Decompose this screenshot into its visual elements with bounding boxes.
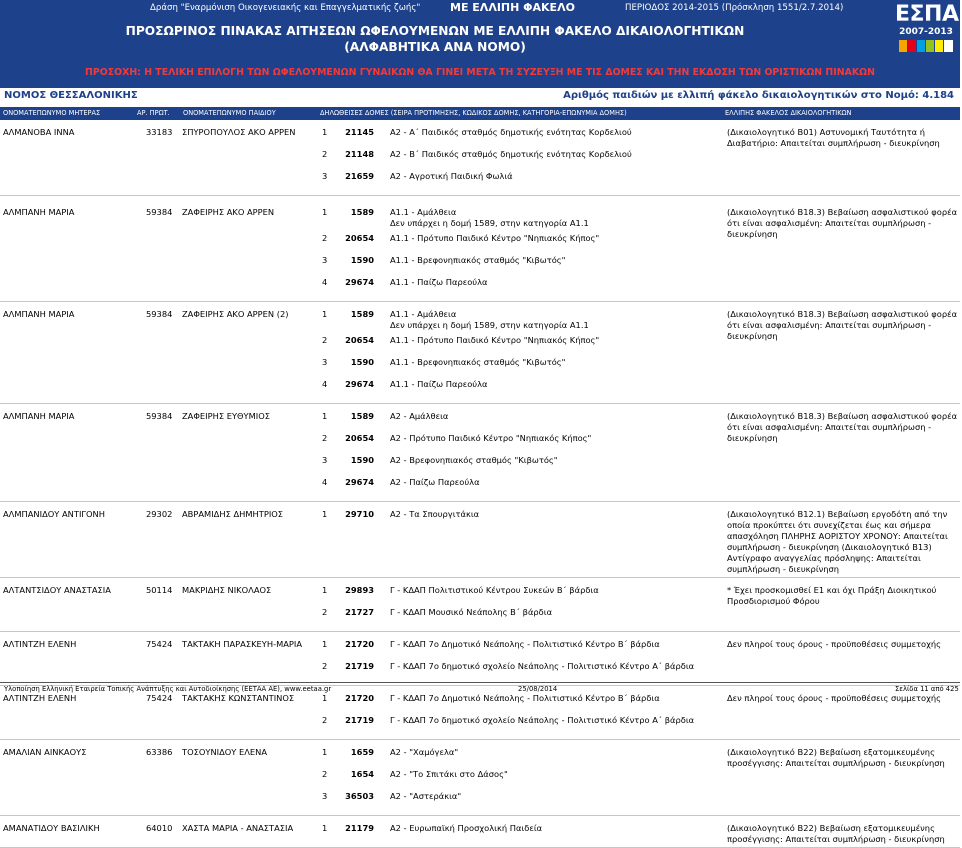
preference-rank: 1 [322, 309, 328, 319]
structure-code: 20654 [345, 433, 374, 443]
structure-code: 21659 [345, 171, 374, 181]
structure-code: 29710 [345, 509, 374, 519]
mother-name: ΑΛΜΠΑΝΗ ΜΑΡΙΑ [3, 309, 75, 319]
column-structures: ΔΗΛΩΘΕΙΣΕΣ ΔΟΜΕΣ (ΣΕΙΡΑ ΠΡΟΤΙΜΗΣΗΣ, ΚΩΔΙΚΟΣ ΔΟΜΗΣ, ΚΑΤΗΓΟΡΙΑ-ΕΠΩΝΥΜΙΑ ΔΟΜΗΣ) [320, 109, 627, 117]
preference-rank: 4 [322, 277, 328, 287]
region-bar [0, 88, 960, 105]
structure-name: Γ - ΚΔΑΠ Πολιτιστικού Κέντρου Συκεών Β΄ βάρδια [390, 585, 599, 595]
column-missing-documents: ΕΛΛΙΠΗΣ ΦΑΚΕΛΟΣ ΔΙΚΑΙΟΛΟΓΗΤΙΚΩΝ [725, 109, 852, 117]
protocol-number: 59384 [146, 411, 173, 421]
row-divider [0, 301, 960, 302]
row-divider [0, 631, 960, 632]
preference-rank: 2 [322, 607, 328, 617]
structure-name: Α1.1 - Πρότυπο Παιδικό Κέντρο "Νηπιακός Κήπος" [390, 335, 600, 345]
row-divider [0, 403, 960, 404]
structure-name: Α2 - Ευρωπαϊκή Προσχολική Παιδεία [390, 823, 543, 833]
child-name: ΖΑΦΕΙΡΗΣ ΑΚΟ ΑΡΡΕΝ (2) [182, 309, 289, 319]
preference-rank: 1 [322, 693, 328, 703]
structure-code: 1590 [350, 255, 374, 265]
row-divider [0, 815, 960, 816]
structure-code: 21719 [345, 715, 374, 725]
protocol-number: 75424 [146, 639, 173, 649]
structure-name: Α2 - Αμάλθεια [390, 411, 449, 421]
child-name: ΣΠΥΡΟΠΟΥΛΟΣ ΑΚΟ ΑΡΡΕΝ [182, 127, 296, 137]
page-subtitle: (ΑΛΦΑΒΗΤΙΚΑ ΑΝΑ ΝΟΜΟ) [344, 40, 526, 54]
row-divider [0, 195, 960, 196]
structure-code: 21179 [345, 823, 374, 833]
region-name: ΝΟΜΟΣ ΘΕΣΣΑΛΟΝΙΚΗΣ [4, 90, 138, 101]
structure-name: Γ - ΚΔΑΠ 7ο δημοτικό σχολείο Νεάπολης - Πολιτιστικό Κέντρο Α΄ βάρδια [390, 715, 695, 725]
missing-documents-note: (Δικαιολογητικό Β18.3) Βεβαίωση ασφαλιστικού φορέα ότι είναι ασφαλισμένη: Απαιτείται συμπλήρωση - διευκρίνηση [727, 411, 958, 443]
espa-stripes-icon [899, 40, 953, 52]
row-divider [0, 577, 960, 578]
structure-code: 21719 [345, 661, 374, 671]
child-name: ΖΑΦΕΙΡΗΣ ΕΥΘΥΜΙΟΣ [182, 411, 270, 421]
column-child: ΟΝΟΜΑΤΕΠΩΝΥΜΟ ΠΑΙΔΙΟΥ [183, 109, 276, 117]
missing-documents-note: (Δικαιολογητικό Β18.3) Βεβαίωση ασφαλιστικού φορέα ότι είναι ασφαλισμένη: Απαιτείται συμπλήρωση - διευκρίνηση [727, 207, 958, 239]
structure-name: Α2 - "Χαμόγελα" [390, 747, 459, 757]
preference-rank: 4 [322, 477, 328, 487]
missing-documents-note: Δεν πληροί τους όρους - προϋποθέσεις συμμετοχής [727, 639, 942, 649]
preference-rank: 2 [322, 715, 328, 725]
mother-name: ΑΛΤΙΝΤΖΗ ΕΛΕΝΗ [3, 639, 77, 649]
footer-divider [0, 682, 960, 683]
preference-rank: 2 [322, 233, 328, 243]
preference-rank: 1 [322, 585, 328, 595]
structure-name: Δεν υπάρχει η δομή 1589, στην κατηγορία Α1.1 [390, 218, 589, 228]
mother-name: ΑΛΜΠΑΝΙΔΟΥ ΑΝΤΙΓΟΝΗ [3, 509, 105, 519]
structure-code: 29674 [345, 379, 374, 389]
structure-code: 20654 [345, 233, 374, 243]
structure-name: Γ - ΚΔΑΠ 7ο δημοτικό σχολείο Νεάπολης - Πολιτιστικό Κέντρο Α΄ βάρδια [390, 661, 695, 671]
preference-rank: 2 [322, 769, 328, 779]
child-name: ΤΑΚΤΑΚΗΣ ΚΩΝΣΤΑΝΤΙΝΟΣ [182, 693, 295, 703]
preference-rank: 2 [322, 433, 328, 443]
mother-name: ΑΛΜΑΝΟΒΑ ΙΝΝΑ [3, 127, 75, 137]
missing-documents-note: (Δικαιολογητικό Β01) Αστυνομική Ταυτότητα ή Διαβατήριο: Απαιτείται συμπλήρωση - διευκρίνηση [727, 127, 940, 148]
structure-code: 1589 [350, 207, 374, 217]
structure-name: Α2 - Α΄ Παιδικός σταθμός δημοτικής ενότητας Κορδελιού [390, 127, 632, 137]
structure-code: 29893 [345, 585, 374, 595]
mother-name: ΑΛΜΠΑΝΗ ΜΑΡΙΑ [3, 207, 75, 217]
structure-name: Α2 - "Αστεράκια" [390, 791, 462, 801]
structure-name: Γ - ΚΔΑΠ Μουσικό Νεάπολης Β΄ βάρδια [390, 607, 553, 617]
structure-name: Δεν υπάρχει η δομή 1589, στην κατηγορία Α1.1 [390, 320, 589, 330]
protocol-number: 33183 [146, 127, 173, 137]
preference-rank: 2 [322, 149, 328, 159]
preference-rank: 3 [322, 255, 328, 265]
structure-code: 36503 [345, 791, 374, 801]
structure-code: 29674 [345, 277, 374, 287]
structure-code: 1590 [350, 357, 374, 367]
structure-name: Α2 - Παίζω Παρεούλα [390, 477, 480, 487]
column-mother: ΟΝΟΜΑΤΕΠΩΝΥΜΟ ΜΗΤΕΡΑΣ [3, 109, 101, 117]
protocol-number: 59384 [146, 309, 173, 319]
child-name: ΤΟΣΟΥΝΙΔΟΥ ΕΛΕΝΑ [182, 747, 268, 757]
preference-rank: 3 [322, 171, 328, 181]
structure-name: Α1.1 - Πρότυπο Παιδικό Κέντρο "Νηπιακός Κήπος" [390, 233, 600, 243]
structure-name: Α1.1 - Βρεφονηπιακός σταθμός "Κιβωτός" [390, 357, 566, 367]
structure-name: Γ - ΚΔΑΠ 7ο Δημοτικό Νεάπολης - Πολιτιστικό Κέντρο Β΄ βάρδια [390, 639, 660, 649]
header-band [0, 0, 960, 88]
mother-name: ΑΜΑΛΙΑΝ ΑΙΝΚΑΟΥΣ [3, 747, 87, 757]
structure-name: Α1.1 - Παίζω Παρεούλα [390, 379, 488, 389]
footer-date: 25/08/2014 [518, 685, 558, 693]
structure-code: 1589 [350, 411, 374, 421]
warning-notice: ΠΡΟΣΟΧΗ: Η ΤΕΛΙΚΗ ΕΠΙΛΟΓΗ ΤΩΝ ΩΦΕΛΟΥΜΕΝΩΝ ΓΥΝΑΙΚΩΝ ΘΑ ΓΙΝΕΙ ΜΕΤΑ ΤΗ ΣΥΖΕΥΞΗ ΜΕ ΤΙΣ ΔΟΜΕΣ ΚΑΙ ΤΗΝ ΕΚΔΟΣΗ ΤΩΝ ΟΡΙΣΤΙΚΩΝ ΠΙΝΑΚΩΝ [85, 67, 875, 78]
espa-logo-years: 2007-2013 [899, 27, 953, 37]
column-protocol: ΑΡ. ΠΡΩΤ. [137, 109, 170, 117]
child-name: ΧΑΣΤΑ ΜΑΡΙΑ - ΑΝΑΣΤΑΣΙΑ [182, 823, 294, 833]
missing-documents-note: (Δικαιολογητικό Β12.1) Βεβαίωση εργοδότη από την οποία προκύπτει ότι συνεχίζεται έως και σήμερα απασχόληση ΠΛΗΡΗΣ ΑΟΡΙΣΤΟΥ ΧΡΟΝΟΥ: Απαιτείται συμπλήρωση - διευκρίνηση (Δικαιολογητικό Β13) Αντίγραφο αναγγελίας πρόσληψης: Απαιτείται συμπλήρωση - διευκρίνηση [727, 509, 948, 574]
mother-name: ΑΛΤΑΝΤΣΙΔΟΥ ΑΝΑΣΤΑΣΙΑ [3, 585, 111, 595]
preference-rank: 2 [322, 661, 328, 671]
preference-rank: 1 [322, 823, 328, 833]
preference-rank: 1 [322, 639, 328, 649]
period-label: ΠΕΡΙΟΔΟΣ 2014-2015 (Πρόσκληση 1551/2.7.2014) [625, 3, 844, 13]
incomplete-file-label: ΜΕ ΕΛΛΙΠΗ ΦΑΚΕΛΟ [450, 1, 575, 14]
structure-code: 1659 [350, 747, 374, 757]
protocol-number: 63386 [146, 747, 173, 757]
preference-rank: 4 [322, 379, 328, 389]
preference-rank: 1 [322, 127, 328, 137]
protocol-number: 29302 [146, 509, 173, 519]
page-title: ΠΡΟΣΩΡΙΝΟΣ ΠΙΝΑΚΑΣ ΑΙΤΗΣΕΩΝ ΩΦΕΛΟΥΜΕΝΩΝ ΜΕ ΕΛΛΙΠΗ ΦΑΚΕΛΟ ΔΙΚΑΙΟΛΟΓΗΤΙΚΩΝ [125, 24, 745, 38]
preference-rank: 3 [322, 357, 328, 367]
structure-name: Α2 - Αγροτική Παιδική Φωλιά [390, 171, 513, 181]
structure-code: 21148 [345, 149, 374, 159]
structure-code: 21727 [345, 607, 374, 617]
protocol-number: 64010 [146, 823, 173, 833]
preference-rank: 3 [322, 455, 328, 465]
structure-code: 21720 [345, 693, 374, 703]
espa-logo-text: ΕΣΠΑ [895, 2, 959, 27]
protocol-number: 59384 [146, 207, 173, 217]
program-name: Δράση "Εναρμόνιση Οικογενειακής και Επαγγελματικής ζωής" [150, 3, 421, 13]
child-name: ΖΑΦΕΙΡΗΣ ΑΚΟ ΑΡΡΕΝ [182, 207, 275, 217]
structure-name: Α1.1 - Αμάλθεια [390, 309, 457, 319]
structure-code: 20654 [345, 335, 374, 345]
structure-code: 1654 [350, 769, 374, 779]
structure-code: 1590 [350, 455, 374, 465]
protocol-number: 75424 [146, 693, 173, 703]
structure-name: Α1.1 - Βρεφονηπιακός σταθμός "Κιβωτός" [390, 255, 566, 265]
footer-credit: Υλοποίηση Ελληνική Εταιρεία Τοπικής Ανάπτυξης και Αυτοδιοίκησης (ΕΕΤΑΑ ΑΕ), www.eetaa.gr [4, 685, 332, 693]
preference-rank: 1 [322, 747, 328, 757]
preference-rank: 1 [322, 207, 328, 217]
missing-documents-note: (Δικαιολογητικό Β18.3) Βεβαίωση ασφαλιστικού φορέα ότι είναι ασφαλισμένη: Απαιτείται συμπλήρωση - διευκρίνηση [727, 309, 958, 341]
preference-rank: 1 [322, 411, 328, 421]
espa-logo [895, 2, 957, 60]
missing-documents-note: * Έχει προσκομισθεί Ε1 και όχι Πράξη Διοικητικού Προσδιορισμού Φόρου [727, 585, 937, 606]
structure-name: Α2 - Πρότυπο Παιδικό Κέντρο "Νηπιακός Κήπος" [390, 433, 592, 443]
protocol-number: 50114 [146, 585, 173, 595]
preference-rank: 2 [322, 335, 328, 345]
structure-name: Γ - ΚΔΑΠ 7ο Δημοτικό Νεάπολης - Πολιτιστικό Κέντρο Β΄ βάρδια [390, 693, 660, 703]
structure-code: 21145 [345, 127, 374, 137]
region-children-count: Αριθμός παιδιών με ελλιπή φάκελο δικαιολογητικών στο Νομό: 4.184 [563, 90, 954, 101]
mother-name: ΑΜΑΝΑΤΙΔΟΥ ΒΑΣΙΛΙΚΗ [3, 823, 100, 833]
preference-rank: 3 [322, 791, 328, 801]
child-name: ΑΒΡΑΜΙΔΗΣ ΔΗΜΗΤΡΙΟΣ [182, 509, 284, 519]
structure-name: Α2 - Β΄ Παιδικός σταθμός δημοτικής ενότητας Κορδελιού [390, 149, 632, 159]
structure-name: Α2 - Τα Σπουργιτάκια [390, 509, 480, 519]
row-divider [0, 501, 960, 502]
mother-name: ΑΛΜΠΑΝΗ ΜΑΡΙΑ [3, 411, 75, 421]
missing-documents-note: (Δικαιολογητικό Β22) Βεβαίωση εξατομικευμένης προσέγγισης: Απαιτείται συμπλήρωση - διευκρίνηση [727, 823, 945, 844]
structure-code: 29674 [345, 477, 374, 487]
structure-name: Α2 - "Το Σπιτάκι στο Δάσος" [390, 769, 508, 779]
mother-name: ΑΛΤΙΝΤΖΗ ΕΛΕΝΗ [3, 693, 77, 703]
structure-name: Α1.1 - Αμάλθεια [390, 207, 457, 217]
child-name: ΤΑΚΤΑΚΗ ΠΑΡΑΣΚΕΥΗ-ΜΑΡΙΑ [182, 639, 303, 649]
missing-documents-note: (Δικαιολογητικό Β22) Βεβαίωση εξατομικευμένης προσέγγισης: Απαιτείται συμπλήρωση - διευκρίνηση [727, 747, 945, 768]
structure-name: Α1.1 - Παίζω Παρεούλα [390, 277, 488, 287]
row-divider [0, 739, 960, 740]
table-header [0, 107, 960, 120]
child-name: ΜΑΚΡΙΔΗΣ ΝΙΚΟΛΑΟΣ [182, 585, 272, 595]
structure-code: 21720 [345, 639, 374, 649]
structure-name: Α2 - Βρεφονηπιακός σταθμός "Κιβωτός" [390, 455, 558, 465]
preference-rank: 1 [322, 509, 328, 519]
missing-documents-note: Δεν πληροί τους όρους - προϋποθέσεις συμμετοχής [727, 693, 942, 703]
structure-code: 1589 [350, 309, 374, 319]
footer-page-number: Σελίδα 11 από 425 [895, 685, 959, 693]
